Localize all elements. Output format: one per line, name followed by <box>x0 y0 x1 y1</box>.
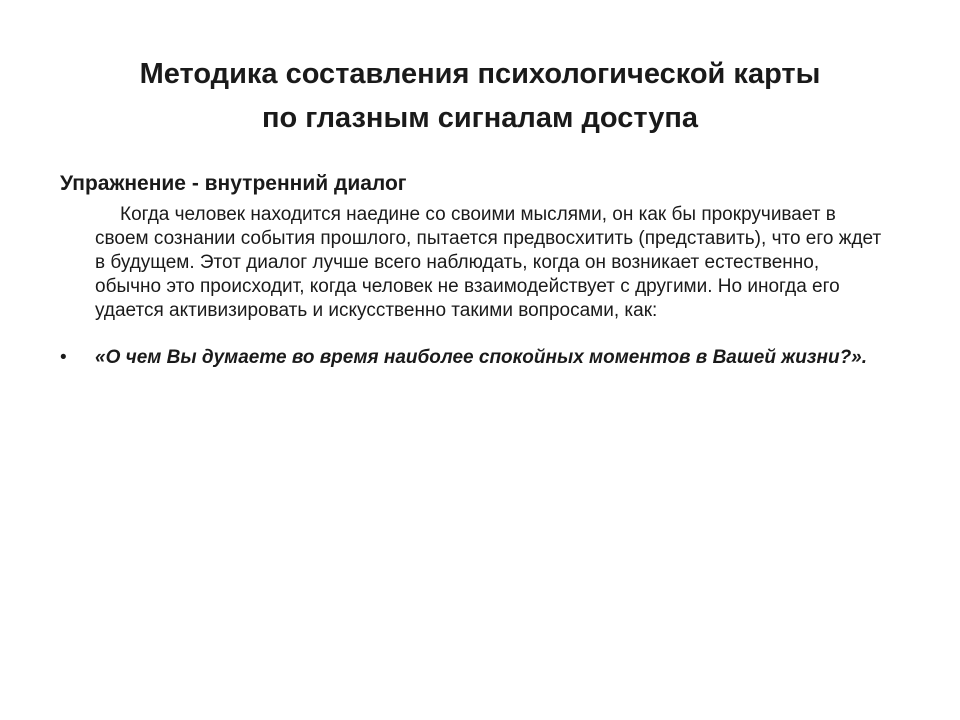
bullet-icon: • <box>60 347 67 368</box>
exercise-heading: Упражнение - внутренний диалог <box>60 172 407 195</box>
body-paragraph: Когда человек находится наедине со своими мыслями, он как бы прокручивает в своем сознании события прошлого, пытается предвосхитить (представить), что его ждет в будущем. Этот диалог лучше всего наблюдать, когда он возникает естественно, обычно это происходит, когда человек не взаимодействует с другими. Но иногда его удается активизировать и искусственно такими вопросами, как: <box>95 204 882 321</box>
question-text: «О чем Вы думаете во время наиболее спокойных моментов в Вашей жизни?». <box>95 347 868 368</box>
slide-title-line-2: по глазным сигналам доступа <box>261 102 699 134</box>
slide-title <box>60 52 900 140</box>
slide-title-line-1: Методика составления психологической карты <box>139 58 821 90</box>
bullet-list <box>60 346 880 370</box>
list-item <box>60 346 880 370</box>
